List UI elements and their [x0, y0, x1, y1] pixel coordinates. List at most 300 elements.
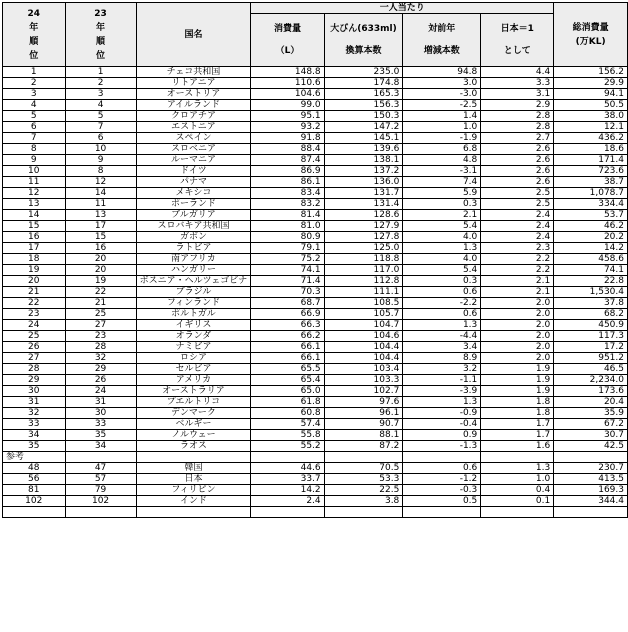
japan-ratio-cell: 1.9 [481, 364, 554, 375]
bottle-count-cell: 90.7 [324, 419, 403, 430]
japan-ratio-cell: 2.1 [481, 276, 554, 287]
bottle-count-cell: 108.5 [324, 298, 403, 309]
table-row [3, 243, 628, 254]
bottle-count-cell: 104.6 [324, 331, 403, 342]
table-row [3, 441, 628, 452]
yoy-change-cell: 1.3 [403, 243, 481, 254]
header-consumption-liters: 消費量 （L） [251, 14, 324, 67]
yoy-change-cell: 5.4 [403, 265, 481, 276]
yoy-change-cell: -4.4 [403, 331, 481, 342]
rank-2023-cell: 47 [65, 463, 136, 474]
consumption-cell: 65.5 [251, 364, 324, 375]
rank-2023-cell: 10 [65, 144, 136, 155]
header-japan-ratio: 日本＝1 として [481, 14, 554, 67]
yoy-change-cell: 1.0 [403, 122, 481, 133]
rank-2024-cell: 32 [3, 408, 66, 419]
rank-2023-cell: 32 [65, 353, 136, 364]
japan-ratio-cell: 0.1 [481, 496, 554, 507]
rank-2024-cell: 26 [3, 342, 66, 353]
rank-2023-cell: 19 [65, 276, 136, 287]
bottle-count-cell: 137.2 [324, 166, 403, 177]
country-cell: ポルトガル [136, 309, 251, 320]
bottle-count-cell: 3.8 [324, 496, 403, 507]
rank-2023-cell: 27 [65, 320, 136, 331]
japan-ratio-cell: 1.7 [481, 419, 554, 430]
rank-2024-cell: 17 [3, 243, 66, 254]
total-consumption-cell: 37.8 [554, 298, 628, 309]
yoy-change-cell: 94.8 [403, 67, 481, 78]
bottle-count-cell: 138.1 [324, 155, 403, 166]
total-consumption-cell: 2,234.0 [554, 375, 628, 386]
table-row [3, 309, 628, 320]
japan-ratio-cell: 2.3 [481, 243, 554, 254]
table-row [3, 364, 628, 375]
bottle-count-cell: 165.3 [324, 89, 403, 100]
country-cell: ハンガリー [136, 265, 251, 276]
total-consumption-cell: 53.7 [554, 210, 628, 221]
bottle-count-cell: 53.3 [324, 474, 403, 485]
total-consumption-cell: 67.2 [554, 419, 628, 430]
table-row [3, 199, 628, 210]
japan-ratio-cell: 2.6 [481, 144, 554, 155]
country-cell: チェコ共和国 [136, 67, 251, 78]
country-cell: 南アフリカ [136, 254, 251, 265]
japan-ratio-cell: 2.6 [481, 177, 554, 188]
header-rank-2023: 23 年 順 位 [65, 3, 136, 67]
consumption-cell: 104.6 [251, 89, 324, 100]
rank-2023-cell: 9 [65, 155, 136, 166]
rank-2024-cell: 30 [3, 386, 66, 397]
rank-2023-cell: 23 [65, 331, 136, 342]
rank-2024-cell: 3 [3, 89, 66, 100]
rank-2023-cell: 20 [65, 265, 136, 276]
consumption-cell: 91.8 [251, 133, 324, 144]
table-row [3, 144, 628, 155]
empty-cell [324, 507, 403, 518]
total-consumption-cell: 14.2 [554, 243, 628, 254]
rank-2024-cell: 18 [3, 254, 66, 265]
bottle-count-cell: 127.9 [324, 221, 403, 232]
table-row [3, 232, 628, 243]
consumption-cell: 71.4 [251, 276, 324, 287]
country-cell: イギリス [136, 320, 251, 331]
yoy-change-cell: -3.1 [403, 166, 481, 177]
total-consumption-cell: 171.4 [554, 155, 628, 166]
total-consumption-cell: 46.5 [554, 364, 628, 375]
table-row [3, 342, 628, 353]
consumption-cell: 75.2 [251, 254, 324, 265]
bottle-count-cell: 147.2 [324, 122, 403, 133]
table-row [3, 397, 628, 408]
table-row [3, 177, 628, 188]
total-consumption-cell: 334.4 [554, 199, 628, 210]
rank-2024-cell: 48 [3, 463, 66, 474]
total-consumption-cell: 20.2 [554, 232, 628, 243]
country-cell: インド [136, 496, 251, 507]
total-consumption-cell: 94.1 [554, 89, 628, 100]
total-consumption-cell: 38.7 [554, 177, 628, 188]
rank-2024-cell: 28 [3, 364, 66, 375]
rank-2024-cell: 12 [3, 188, 66, 199]
empty-cell [403, 507, 481, 518]
yoy-change-cell: 0.3 [403, 199, 481, 210]
rank-2023-cell: 11 [65, 199, 136, 210]
table-row [3, 375, 628, 386]
country-cell: フィリピン [136, 485, 251, 496]
total-consumption-cell: 18.6 [554, 144, 628, 155]
japan-ratio-cell: 3.3 [481, 78, 554, 89]
country-cell: スロバキア共和国 [136, 221, 251, 232]
japan-ratio-cell: 2.0 [481, 320, 554, 331]
rank-2023-cell: 5 [65, 111, 136, 122]
rank-2023-cell: 35 [65, 430, 136, 441]
consumption-cell: 66.3 [251, 320, 324, 331]
yoy-change-cell: -3.0 [403, 89, 481, 100]
bottle-count-cell: 105.7 [324, 309, 403, 320]
rank-2023-cell: 25 [65, 309, 136, 320]
rank-2024-cell: 7 [3, 133, 66, 144]
country-cell: 日本 [136, 474, 251, 485]
total-consumption-cell: 29.9 [554, 78, 628, 89]
consumption-cell: 70.3 [251, 287, 324, 298]
rank-2024-cell: 31 [3, 397, 66, 408]
rank-2024-cell: 29 [3, 375, 66, 386]
header-rank-2024: 24 年 順 位 [3, 3, 66, 67]
rank-2023-cell: 102 [65, 496, 136, 507]
country-cell: エストニア [136, 122, 251, 133]
consumption-cell: 66.1 [251, 353, 324, 364]
country-cell: フィンランド [136, 298, 251, 309]
total-consumption-cell: 38.0 [554, 111, 628, 122]
bottle-count-cell: 103.4 [324, 364, 403, 375]
bottle-count-cell: 125.0 [324, 243, 403, 254]
country-cell: 韓国 [136, 463, 251, 474]
rank-2023-cell: 31 [65, 397, 136, 408]
bottle-count-cell: 117.0 [324, 265, 403, 276]
table-row [3, 474, 628, 485]
japan-ratio-cell: 1.0 [481, 474, 554, 485]
country-cell: ブルガリア [136, 210, 251, 221]
country-cell: オーストリア [136, 89, 251, 100]
table-row [3, 287, 628, 298]
total-consumption-cell: 46.2 [554, 221, 628, 232]
country-cell: ロシア [136, 353, 251, 364]
rank-2024-cell: 34 [3, 430, 66, 441]
bottle-count-cell: 22.5 [324, 485, 403, 496]
yoy-change-cell: 4.0 [403, 254, 481, 265]
bottle-count-cell: 156.3 [324, 100, 403, 111]
rank-2024-cell: 35 [3, 441, 66, 452]
rank-2024-cell: 11 [3, 177, 66, 188]
rank-2024-cell: 4 [3, 100, 66, 111]
bottle-count-cell: 150.3 [324, 111, 403, 122]
country-cell: スペイン [136, 133, 251, 144]
japan-ratio-cell: 1.9 [481, 386, 554, 397]
rank-2023-cell: 16 [65, 243, 136, 254]
table-row [3, 122, 628, 133]
yoy-change-cell: -1.2 [403, 474, 481, 485]
total-consumption-cell: 173.6 [554, 386, 628, 397]
country-cell: パナマ [136, 177, 251, 188]
country-cell: クロアチア [136, 111, 251, 122]
total-consumption-cell: 50.5 [554, 100, 628, 111]
country-cell: ポーランド [136, 199, 251, 210]
consumption-cell: 55.2 [251, 441, 324, 452]
rank-2023-cell: 20 [65, 254, 136, 265]
bottle-count-cell: 131.7 [324, 188, 403, 199]
yoy-change-cell: -0.9 [403, 408, 481, 419]
rank-2024-cell: 56 [3, 474, 66, 485]
country-cell: リトアニア [136, 78, 251, 89]
empty-cell [136, 452, 251, 463]
empty-cell [251, 452, 324, 463]
japan-ratio-cell: 2.5 [481, 188, 554, 199]
rank-2024-cell: 6 [3, 122, 66, 133]
header-yoy-change: 対前年 増減本数 [403, 14, 481, 67]
bottle-count-cell: 145.1 [324, 133, 403, 144]
yoy-change-cell: -0.3 [403, 485, 481, 496]
japan-ratio-cell: 2.5 [481, 199, 554, 210]
yoy-change-cell: 0.3 [403, 276, 481, 287]
consumption-cell: 95.1 [251, 111, 324, 122]
consumption-cell: 79.1 [251, 243, 324, 254]
consumption-cell: 99.0 [251, 100, 324, 111]
consumption-cell: 14.2 [251, 485, 324, 496]
consumption-cell: 83.2 [251, 199, 324, 210]
empty-cell [3, 507, 66, 518]
table-row [3, 188, 628, 199]
japan-ratio-cell: 1.7 [481, 430, 554, 441]
table-row [3, 155, 628, 166]
total-consumption-cell: 1,078.7 [554, 188, 628, 199]
total-consumption-cell: 169.3 [554, 485, 628, 496]
table-row [3, 100, 628, 111]
country-cell: デンマーク [136, 408, 251, 419]
bottle-count-cell: 88.1 [324, 430, 403, 441]
total-consumption-cell: 458.6 [554, 254, 628, 265]
yoy-change-cell: 0.6 [403, 309, 481, 320]
yoy-change-cell: 7.4 [403, 177, 481, 188]
rank-2023-cell: 28 [65, 342, 136, 353]
table-row [3, 331, 628, 342]
consumption-cell: 93.2 [251, 122, 324, 133]
table-row [3, 353, 628, 364]
yoy-change-cell: 5.9 [403, 188, 481, 199]
rank-2024-cell: 8 [3, 144, 66, 155]
total-consumption-cell: 20.4 [554, 397, 628, 408]
country-cell: ルーマニア [136, 155, 251, 166]
table-header [3, 3, 628, 67]
total-consumption-cell: 17.2 [554, 342, 628, 353]
total-consumption-cell: 344.4 [554, 496, 628, 507]
rank-2024-cell: 25 [3, 331, 66, 342]
country-cell: アイルランド [136, 100, 251, 111]
rank-2023-cell: 4 [65, 100, 136, 111]
rank-2023-cell: 34 [65, 441, 136, 452]
rank-2024-cell: 81 [3, 485, 66, 496]
consumption-cell: 44.6 [251, 463, 324, 474]
table-row [3, 166, 628, 177]
yoy-change-cell: 0.6 [403, 463, 481, 474]
bottle-count-cell: 136.0 [324, 177, 403, 188]
empty-row [3, 507, 628, 518]
yoy-change-cell: 3.4 [403, 342, 481, 353]
total-consumption-cell: 42.5 [554, 441, 628, 452]
table-row [3, 254, 628, 265]
total-consumption-cell: 951.2 [554, 353, 628, 364]
consumption-cell: 61.8 [251, 397, 324, 408]
yoy-change-cell: 2.1 [403, 210, 481, 221]
consumption-cell: 86.9 [251, 166, 324, 177]
consumption-cell: 81.4 [251, 210, 324, 221]
consumption-cell: 60.8 [251, 408, 324, 419]
country-cell: ブラジル [136, 287, 251, 298]
consumption-cell: 55.8 [251, 430, 324, 441]
table-row [3, 265, 628, 276]
consumption-cell: 87.4 [251, 155, 324, 166]
japan-ratio-cell: 0.4 [481, 485, 554, 496]
bottle-count-cell: 139.6 [324, 144, 403, 155]
rank-2024-cell: 13 [3, 199, 66, 210]
rank-2023-cell: 17 [65, 221, 136, 232]
yoy-change-cell: -3.9 [403, 386, 481, 397]
country-cell: ラトビア [136, 243, 251, 254]
consumption-cell: 2.4 [251, 496, 324, 507]
rank-2024-cell: 102 [3, 496, 66, 507]
total-consumption-cell: 436.2 [554, 133, 628, 144]
empty-cell [65, 452, 136, 463]
japan-ratio-cell: 2.1 [481, 287, 554, 298]
bottle-count-cell: 104.4 [324, 342, 403, 353]
rank-2024-cell: 20 [3, 276, 66, 287]
consumption-cell: 110.6 [251, 78, 324, 89]
table-row [3, 408, 628, 419]
rank-2024-cell: 22 [3, 298, 66, 309]
japan-ratio-cell: 2.2 [481, 265, 554, 276]
bottle-count-cell: 70.5 [324, 463, 403, 474]
rank-2023-cell: 57 [65, 474, 136, 485]
rank-2024-cell: 19 [3, 265, 66, 276]
header-per-capita-group: 一人当たり [251, 3, 554, 14]
table-row [3, 133, 628, 144]
japan-ratio-cell: 2.8 [481, 122, 554, 133]
country-cell: アメリカ [136, 375, 251, 386]
japan-ratio-cell: 1.6 [481, 441, 554, 452]
empty-cell [324, 452, 403, 463]
yoy-change-cell: -0.4 [403, 419, 481, 430]
rank-2023-cell: 3 [65, 89, 136, 100]
table-row [3, 221, 628, 232]
reference-label-row [3, 452, 628, 463]
rank-2023-cell: 15 [65, 232, 136, 243]
consumption-cell: 68.7 [251, 298, 324, 309]
consumption-cell: 65.4 [251, 375, 324, 386]
empty-cell [554, 452, 628, 463]
japan-ratio-cell: 2.4 [481, 232, 554, 243]
japan-ratio-cell: 2.9 [481, 100, 554, 111]
japan-ratio-cell: 2.4 [481, 210, 554, 221]
japan-ratio-cell: 2.2 [481, 254, 554, 265]
empty-cell [403, 452, 481, 463]
total-consumption-cell: 12.1 [554, 122, 628, 133]
total-consumption-cell: 68.2 [554, 309, 628, 320]
bottle-count-cell: 127.8 [324, 232, 403, 243]
japan-ratio-cell: 2.0 [481, 298, 554, 309]
japan-ratio-cell: 1.9 [481, 375, 554, 386]
japan-ratio-cell: 2.4 [481, 221, 554, 232]
reference-label: 参考 [3, 452, 66, 463]
yoy-change-cell: -1.3 [403, 441, 481, 452]
japan-ratio-cell: 2.6 [481, 166, 554, 177]
table-row [3, 320, 628, 331]
total-consumption-cell: 230.7 [554, 463, 628, 474]
yoy-change-cell: -2.5 [403, 100, 481, 111]
bottle-count-cell: 96.1 [324, 408, 403, 419]
yoy-change-cell: 1.3 [403, 320, 481, 331]
consumption-cell: 33.7 [251, 474, 324, 485]
yoy-change-cell: 0.9 [403, 430, 481, 441]
rank-2024-cell: 10 [3, 166, 66, 177]
bottle-count-cell: 111.1 [324, 287, 403, 298]
japan-ratio-cell: 4.4 [481, 67, 554, 78]
rank-2023-cell: 13 [65, 210, 136, 221]
yoy-change-cell: 3.0 [403, 78, 481, 89]
rank-2023-cell: 7 [65, 122, 136, 133]
rank-2023-cell: 29 [65, 364, 136, 375]
rank-2023-cell: 6 [65, 133, 136, 144]
consumption-cell: 65.0 [251, 386, 324, 397]
header-total-consumption: 総消費量 (万KL) [554, 3, 628, 67]
rank-2024-cell: 9 [3, 155, 66, 166]
yoy-change-cell: 1.4 [403, 111, 481, 122]
yoy-change-cell: -2.2 [403, 298, 481, 309]
consumption-cell: 66.2 [251, 331, 324, 342]
country-cell: セルビア [136, 364, 251, 375]
consumption-cell: 81.0 [251, 221, 324, 232]
country-cell: オランダ [136, 331, 251, 342]
japan-ratio-cell: 1.8 [481, 397, 554, 408]
country-cell: ナミビア [136, 342, 251, 353]
total-consumption-cell: 156.2 [554, 67, 628, 78]
bottle-count-cell: 174.8 [324, 78, 403, 89]
rank-2024-cell: 16 [3, 232, 66, 243]
table-body [3, 67, 628, 518]
consumption-cell: 80.9 [251, 232, 324, 243]
yoy-change-cell: -1.9 [403, 133, 481, 144]
rank-2023-cell: 8 [65, 166, 136, 177]
rank-2023-cell: 14 [65, 188, 136, 199]
yoy-change-cell: 8.9 [403, 353, 481, 364]
table-row [3, 496, 628, 507]
empty-cell [251, 507, 324, 518]
japan-ratio-cell: 2.7 [481, 133, 554, 144]
bottle-count-cell: 87.2 [324, 441, 403, 452]
country-cell: ラオス [136, 441, 251, 452]
country-cell: スロベニア [136, 144, 251, 155]
rank-2024-cell: 24 [3, 320, 66, 331]
yoy-change-cell: 1.3 [403, 397, 481, 408]
country-cell: ガボン [136, 232, 251, 243]
bottle-count-cell: 103.3 [324, 375, 403, 386]
consumption-cell: 57.4 [251, 419, 324, 430]
table-row [3, 78, 628, 89]
japan-ratio-cell: 2.8 [481, 111, 554, 122]
table-row [3, 298, 628, 309]
table-row [3, 386, 628, 397]
rank-2023-cell: 26 [65, 375, 136, 386]
beer-consumption-table [2, 2, 628, 518]
table-row [3, 210, 628, 221]
